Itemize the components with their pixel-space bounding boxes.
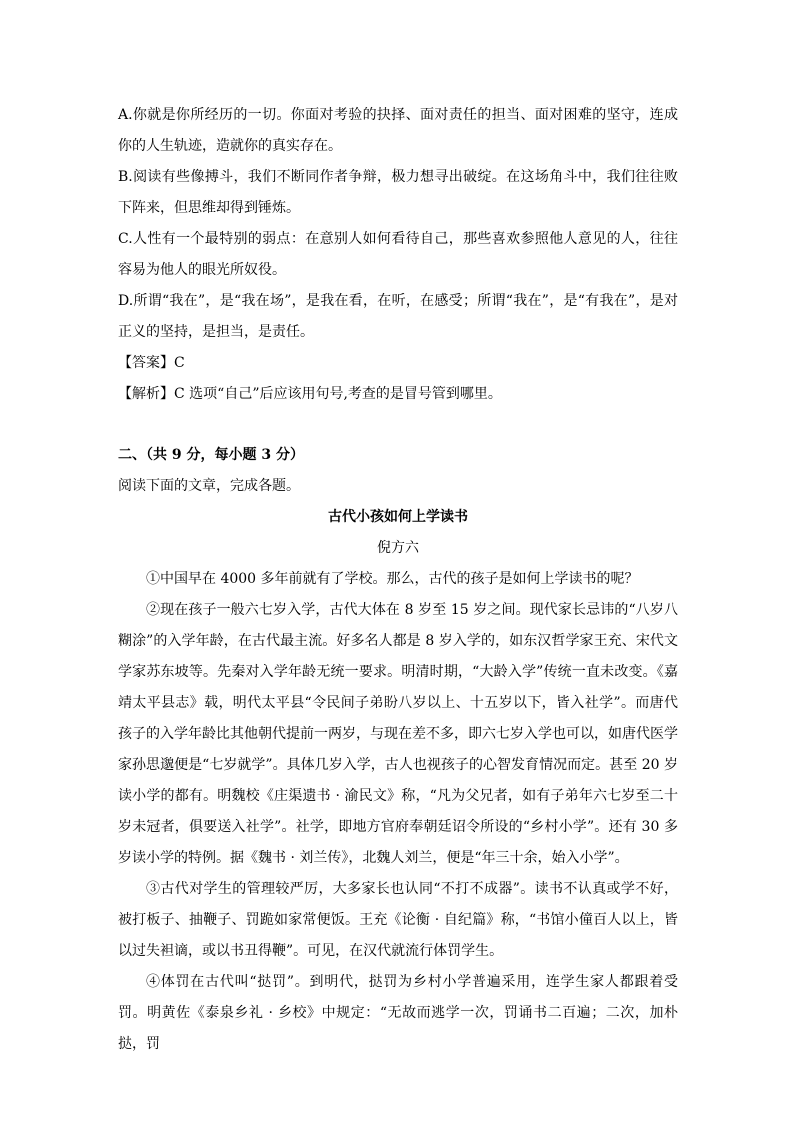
- section-title: 二、（共 9 分，每小题 3 分）: [118, 447, 304, 463]
- article-author: 倪方六: [377, 540, 419, 556]
- article-paragraph-2: ②现在孩子一般六七岁入学，古代大体在 8 岁至 15 岁之间。现代家长忌讳的“八岁八糊涂”的入学年龄，在古代最主流。好多名人都是 8 岁入学的，如东汉哲学家王充、宋代文学家苏东坡等。先秦对入学年龄无统一要求。明清时期，“大龄入学”传统一直未改变。《嘉靖太平县志》载，明代太平县“令民间子弟盼八岁以上、十五岁以下，皆入社学”。而唐代孩子的入学年龄比其他朝代提前一两岁，与现在差不多，即六七岁入学也可以，如唐代医学家孙思邈便是“七岁就学”。具体几岁入学，古人也视孩子的心智发育情况而定。甚至 20 岁读小学的都有。明魏校《庄渠遗书 · 渝民文》称，“凡为父兄者，如有子弟年六七岁至二十岁未冠者，俱要送入社学”。社学，即地方官府奉朝廷诏令所设的“乡村小学”。还有 30 多岁读小学的特例。据《魏书 · 刘兰传》，北魏人刘兰，便是“年三十余，始入小学”。: [118, 602, 678, 866]
- answer-line: 【答案】C: [118, 355, 185, 371]
- article-paragraph-4: ④体罚在古代叫“挞罚”。到明代，挞罚为乡村小学普遍采用，连学生家人都跟着受罚。明黄佐《泰泉乡礼 · 乡校》中规定：“无故而逃学一次，罚诵书二百遍；二次，加朴挞，罚: [118, 974, 678, 1052]
- analysis-line: 【解析】C 选项“自己”后应该用句号,考查的是冒号管到哪里。: [118, 386, 502, 402]
- instruction: 阅读下面的文章，完成各题。: [118, 478, 300, 494]
- option-a: A.你就是你所经历的一切。你面对考验的抉择、面对责任的担当、面对困难的坚守，连成你的人生轨迹，造就你的真实存在。: [118, 107, 678, 154]
- article-paragraph-3: ③古代对学生的管理较严厉，大多家长也认同“不打不成器”。读书不认真或学不好，被打板子、抽鞭子、罚跪如家常便饭。王充《论衡 · 自纪篇》称，“书馆小僮百人以上，皆以过失袒谪，或以书丑得鞭”。可见，在汉代就流行体罚学生。: [118, 881, 678, 959]
- article-title: 古代小孩如何上学读书: [328, 509, 468, 525]
- document-page: [118, 100, 678, 1060]
- option-b: B.阅读有些像搏斗，我们不断同作者争辩，极力想寻出破绽。在这场角斗中，我们往往败下阵来，但思维却得到锤炼。: [118, 169, 678, 216]
- article-paragraph-1: ①中国早在 4000 多年前就有了学校。那么，古代的孩子是如何上学读书的呢？: [146, 571, 639, 587]
- option-d: D.所谓“我在”，是“我在场”，是我在看，在听，在感受；所谓“我在”，是“有我在”，是对正义的坚持，是担当，是责任。: [118, 293, 678, 340]
- option-c: C.人性有一个最特别的弱点：在意别人如何看待自己，那些喜欢参照他人意见的人，往往容易为他人的眼光所奴役。: [118, 231, 678, 278]
